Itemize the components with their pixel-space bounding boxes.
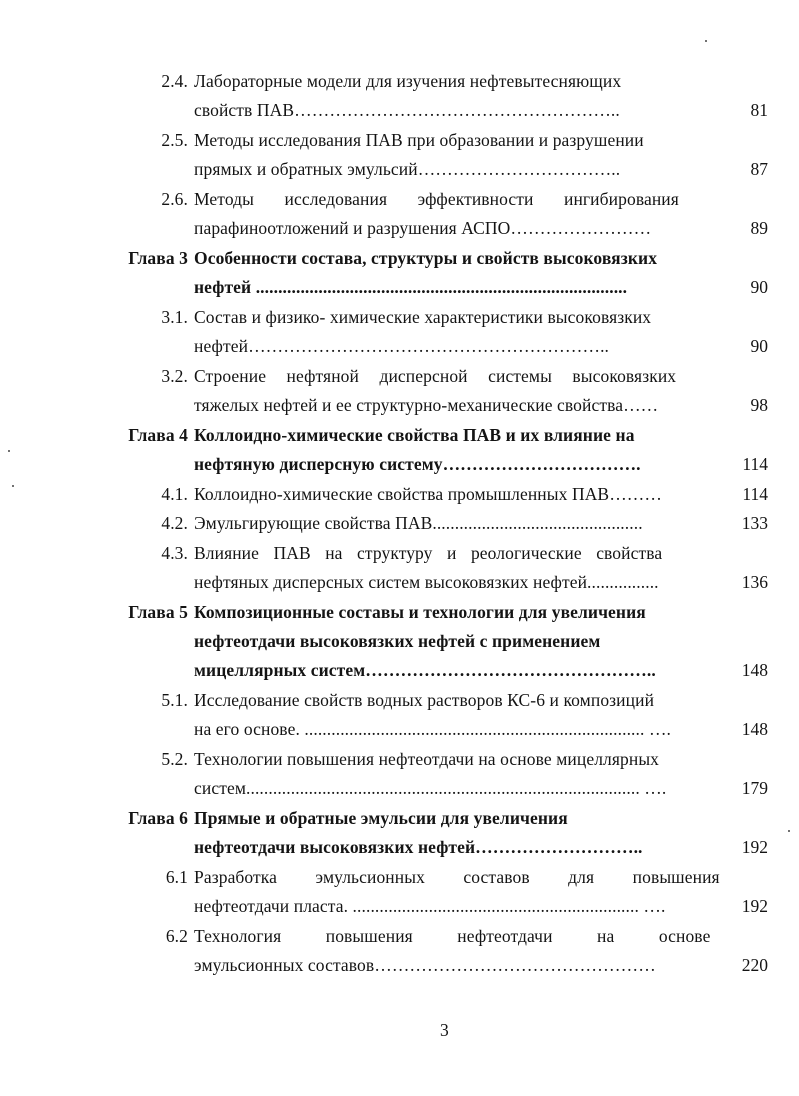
entry-title-cont: на его основе. ............................................................................ ….: [194, 719, 672, 739]
entry-page: 90: [750, 336, 768, 356]
scan-speck: [12, 485, 14, 487]
chapter-title-cont: нефтеотдачи высоковязких нефтей с применением: [194, 631, 601, 651]
entry-page: 114: [742, 454, 768, 474]
chapter-title-cont: нефтей ...................................................................................: [194, 277, 628, 297]
entry-title: Исследование свойств водных растворов КС-6 и композиций: [194, 690, 655, 710]
entry-number: 5.1.: [161, 690, 188, 710]
chapter-title-cont: нефтяную дисперсную систему…………………………….: [194, 454, 641, 474]
entry-title: Состав и физико- химические характеристики высоковязких: [194, 307, 652, 327]
entry-number: 2.5.: [161, 130, 188, 150]
entry-title: Коллоидно-химические свойства промышленных ПАВ………: [194, 484, 663, 504]
entry-title: Влияние ПАВ на структуру и реологические свойства: [194, 543, 663, 563]
entry-title-cont: систем........................................................................................ ….: [194, 778, 667, 798]
entry-title-cont: прямых и обратных эмульсий……………………………..: [194, 159, 621, 179]
entry-number: 6.1: [165, 867, 188, 887]
entry-page: 114: [742, 484, 768, 504]
entry-title-cont: нефтяных дисперсных систем высоковязких нефтей................: [194, 572, 659, 592]
page-number: 3: [440, 1020, 449, 1040]
entry-page: 90: [750, 277, 768, 297]
chapter-title: Коллоидно-химические свойства ПАВ и их влияние на: [194, 425, 635, 445]
entry-title-cont: нефтеотдачи пласта. ................................................................ ….: [194, 896, 666, 916]
entry-number: 4.2.: [161, 513, 188, 533]
chapter-number: Глава 4: [128, 425, 188, 445]
entry-page: 148: [741, 719, 768, 739]
entry-page: 81: [750, 100, 768, 120]
entry-title-cont: тяжелых нефтей и ее структурно-механические свойства……: [194, 395, 659, 415]
chapter-title-cont: нефтеотдачи высоковязких нефтей………………………..: [194, 837, 643, 857]
chapter-number: Глава 5: [128, 602, 188, 622]
entry-title: Методы исследования ПАВ при образовании и разрушении: [194, 130, 644, 150]
entry-number: 5.2.: [161, 749, 188, 769]
entry-page: 87: [750, 159, 768, 179]
entry-page: 148: [741, 660, 768, 680]
chapter-number: Глава 6: [128, 808, 188, 828]
entry-title: Методы исследования эффективности ингибирования: [194, 189, 679, 209]
entry-title: Строение нефтяной дисперсной системы высоковязких: [194, 366, 677, 386]
entry-page: 192: [741, 896, 768, 916]
entry-page: 220: [741, 955, 768, 975]
entry-number: 2.4.: [161, 71, 188, 91]
entry-title: Эмульгирующие свойства ПАВ...............................................: [194, 513, 643, 533]
entry-page: 179: [741, 778, 768, 798]
entry-number: 3.1.: [161, 307, 188, 327]
entry-title: Технология повышения нефтеотдачи на основе: [194, 926, 711, 946]
entry-number: 2.6.: [161, 189, 188, 209]
entry-page: 192: [741, 837, 768, 857]
entry-title: Технологии повышения нефтеотдачи на основе мицеллярных: [194, 749, 660, 769]
entry-title: Лабораторные модели для изучения нефтевытесняющих: [194, 71, 622, 91]
entry-number: 4.1.: [161, 484, 188, 504]
entry-number: 4.3.: [161, 543, 188, 563]
entry-number: 3.2.: [161, 366, 188, 386]
entry-page: 89: [750, 218, 768, 238]
chapter-title-cont: мицеллярных систем…………………………………………..: [194, 660, 656, 680]
chapter-title: Особенности состава, структуры и свойств высоковязких: [194, 248, 658, 268]
entry-number: 6.2: [165, 926, 188, 946]
chapter-title: Прямые и обратные эмульсии для увеличения: [194, 808, 568, 828]
scan-speck: [788, 830, 790, 832]
chapter-title: Композиционные составы и технологии для увеличения: [194, 602, 646, 622]
entry-page: 98: [750, 395, 768, 415]
entry-title-cont: нефтей……………………………………………………..: [194, 336, 610, 356]
chapter-number: Глава 3: [128, 248, 188, 268]
entry-title-cont: парафиноотложений и разрушения АСПО……………………: [194, 218, 652, 238]
scan-speck: [705, 40, 707, 42]
entry-page: 133: [741, 513, 768, 533]
entry-title: Разработка эмульсионных составов для повышения: [194, 867, 720, 887]
scan-speck: [8, 450, 10, 452]
entry-page: 136: [741, 572, 768, 592]
entry-title-cont: свойств ПАВ………………………………………………..: [194, 100, 620, 120]
entry-title-cont: эмульсионных составов…………………………………………: [194, 955, 656, 975]
